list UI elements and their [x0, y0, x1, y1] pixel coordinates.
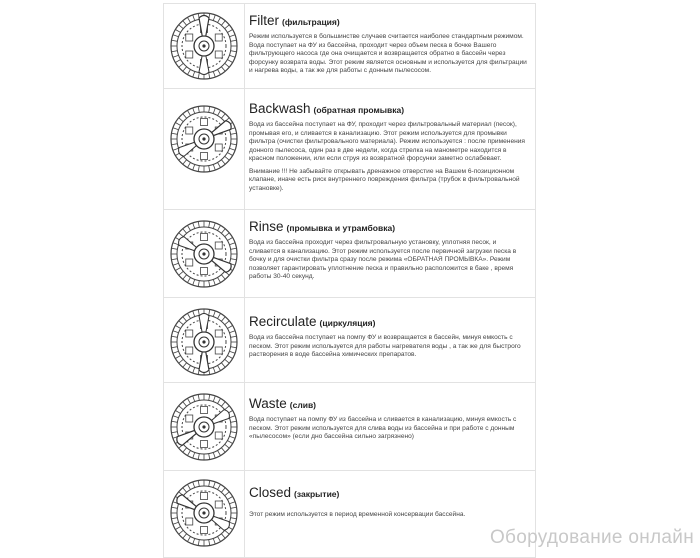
- mode-icon-cell: [164, 4, 245, 88]
- mode-subtitle: (обратная промывка): [313, 105, 405, 115]
- valve-backwash-icon: [168, 103, 240, 175]
- mode-warning: Внимание !!! Не забывайте открывать дренажное отверстие на Вашем 6-позиционном клапане, иначе есть риск внутреннего повреждения фильтра (трубок в фильтровальной установке).: [249, 167, 520, 192]
- mode-icon-cell: [164, 383, 245, 470]
- mode-title: Recirculate (циркуляция): [249, 314, 376, 329]
- mode-row-closed: [164, 471, 535, 557]
- mode-text-cell: [245, 89, 535, 209]
- mode-description: Этот режим используется в период временной консервации бассейна.: [249, 511, 466, 518]
- valve-modes-table: [163, 3, 536, 558]
- valve-filter-icon: [168, 10, 240, 82]
- mode-row-waste: [164, 383, 535, 471]
- mode-description: Вода из бассейна проходит через фильтровальную установку, уплотняя песок, и сливается в канализацию. Этот режим используется после первичной загрузки песка в бочку и для очистки фильтра сразу после режима «ОБРАТНАЯ ПРОМЫВКА». Режим позволяет гарантировать уплотнение песка и правильно расположится в баке , время работы 30-40 секунд.: [249, 239, 517, 280]
- valve-waste-icon: [168, 391, 240, 463]
- valve-recirculate-icon: [168, 306, 240, 378]
- mode-subtitle: (промывка и утрамбовка): [286, 223, 396, 233]
- mode-title: Closed (закрытие): [249, 485, 340, 500]
- mode-icon-cell: [164, 298, 245, 382]
- mode-title: Backwash (обратная промывка): [249, 101, 405, 116]
- mode-text-cell: [245, 298, 535, 382]
- mode-icon-cell: [164, 89, 245, 209]
- mode-subtitle: (закрытие): [294, 489, 340, 499]
- mode-description: Вода из бассейна поступает на ФУ, проходит через фильтровальный материал (песок), промывая его, и сливается в канализацию. Этот режим используется для промывки фильтра (очистки фильтровального материала). Режим используется : после применения донного пылесоса, один раз в две недели, когда стрелка на манометре находится в красном положении, или если струя из возвратной форсунки заметно ослабевает.: [249, 121, 526, 162]
- mode-title: Waste (слив): [249, 396, 317, 411]
- mode-subtitle: (циркуляция): [319, 318, 376, 328]
- watermark: Оборудование онлайн: [489, 527, 694, 548]
- mode-title: Rinse (промывка и утрамбовка): [249, 219, 396, 234]
- mode-description: Вода из бассейна поступает на помпу ФУ и возвращается в бассейн, минуя емкость с песком. Этот режим используется для работы нагревателя воды , а так же для быстрого растворения в воде бассейна химических препаратов.: [249, 334, 521, 358]
- valve-rinse-icon: [168, 218, 240, 290]
- mode-icon-cell: [164, 210, 245, 297]
- mode-subtitle: (слив): [289, 400, 317, 410]
- mode-text-cell: [245, 210, 535, 297]
- mode-row-recirculate: [164, 298, 535, 383]
- mode-title: Filter (фильтрация): [249, 13, 340, 28]
- mode-row-filter: [164, 4, 535, 89]
- mode-row-rinse: [164, 210, 535, 298]
- valve-closed-icon: [168, 477, 240, 549]
- mode-row-backwash: [164, 89, 535, 210]
- mode-description: Режим используется в большинстве случаев считается наиболее стандартным режимом. Вода поступает на ФУ из бассейна, проходит через объем песка в бочке Вашего фильтрующего насоса где она очищается и возвращается обратно в бассейн через форсунку возврата воды. Этот режим является основным и используется для фильтрации и нагрева воды, а так же для работы с донным пылесосом.: [249, 33, 527, 74]
- mode-subtitle: (фильтрация): [282, 17, 340, 27]
- mode-description: Вода поступает на помпу ФУ из бассейна и сливается в канализацию, минуя емкость с песком. Этот режим используется для слива воды из бассейна и при работе с донным «пылесосом» (если дно бассейна сильно загрязнено): [249, 416, 517, 440]
- mode-text-cell: [245, 4, 535, 88]
- mode-icon-cell: [164, 471, 245, 557]
- mode-text-cell: [245, 383, 535, 470]
